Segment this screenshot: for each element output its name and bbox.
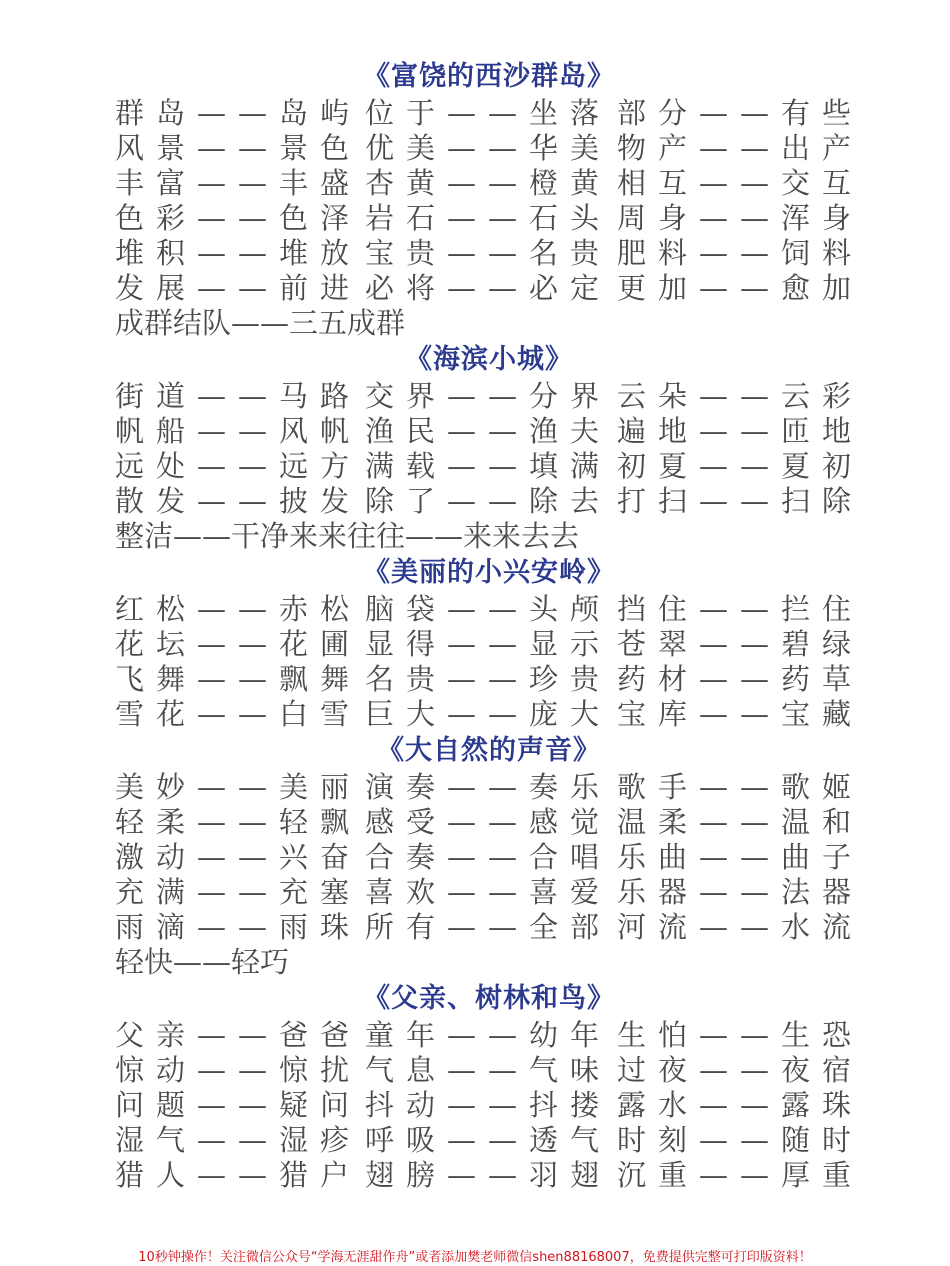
synonym-row — [0, 1088, 950, 1123]
synonym-pair: 交界——分界 — [365, 379, 612, 413]
synonym-row — [0, 1018, 950, 1053]
lesson-section — [0, 554, 950, 732]
synonym-row — [0, 662, 950, 697]
synonym-pair: 童年——幼年 — [365, 1018, 612, 1052]
synonym-pair: 优美——华美 — [365, 131, 612, 165]
lesson-section — [0, 732, 950, 980]
synonym-pair: 抖动——抖搂 — [365, 1088, 612, 1122]
synonym-pair: 肥料——饲料 — [617, 236, 864, 270]
synonym-row — [0, 910, 950, 945]
synonym-row — [0, 271, 950, 306]
synonym-pair: 遍地——匝地 — [617, 414, 864, 448]
synonym-pair: 充满——充塞 — [115, 875, 362, 909]
synonym-pair: 岩石——石头 — [365, 201, 612, 235]
synonym-pair: 惊动——惊扰 — [115, 1053, 362, 1087]
synonym-pair: 名贵——珍贵 — [365, 662, 612, 696]
lesson-title: 《海滨小城》 — [405, 344, 573, 375]
synonym-pair: 物产——出产 — [617, 131, 864, 165]
synonym-pair: 温柔——温和 — [617, 805, 864, 839]
synonym-pair: 露水——露珠 — [617, 1088, 864, 1122]
lesson-title: 《富饶的西沙群岛》 — [363, 61, 615, 92]
synonym-pair: 脑袋——头颅 — [365, 592, 612, 626]
synonym-pair: 激动——兴奋 — [115, 840, 362, 874]
synonym-pair: 沉重——厚重 — [617, 1158, 864, 1192]
synonym-pair: 满载——填满 — [365, 449, 612, 483]
synonym-pair: 过夜——夜宿 — [617, 1053, 864, 1087]
synonym-pair: 相互——交互 — [617, 166, 864, 200]
synonym-pair: 雨滴——雨珠 — [115, 910, 362, 944]
synonym-pair: 生怕——生恐 — [617, 1018, 864, 1052]
synonym-pair: 群岛——岛屿 — [115, 96, 362, 130]
synonym-pair: 演奏——奏乐 — [365, 770, 612, 804]
synonym-pair: 花坛——花圃 — [115, 627, 362, 661]
synonym-pair: 喜欢——喜爱 — [365, 875, 612, 909]
synonym-pair: 宝贵——名贵 — [365, 236, 612, 270]
synonym-pair: 远处——远方 — [115, 449, 362, 483]
synonym-pair: 湿气——湿疹 — [115, 1123, 362, 1157]
synonym-pair: 美妙——美丽 — [115, 770, 362, 804]
synonym-row — [0, 1123, 950, 1158]
synonym-pair: 河流——水流 — [617, 910, 864, 944]
synonym-row — [0, 201, 950, 236]
synonym-pair-extra: 成群结队——三五成群 — [115, 306, 406, 340]
synonym-pair: 必将——必定 — [365, 271, 612, 305]
synonym-pair: 歌手——歌姬 — [617, 770, 864, 804]
synonym-pair: 飞舞——飘舞 — [115, 662, 362, 696]
synonym-row — [0, 131, 950, 166]
synonym-row — [0, 449, 950, 484]
synonym-pair: 位于——坐落 — [365, 96, 612, 130]
synonym-pair: 周身——浑身 — [617, 201, 864, 235]
synonym-pair: 渔民——渔夫 — [365, 414, 612, 448]
synonym-pair: 红松——赤松 — [115, 592, 362, 626]
synonym-pair: 宝库——宝藏 — [617, 697, 864, 731]
synonym-row — [0, 840, 950, 875]
synonym-extra-row — [0, 945, 950, 980]
synonym-pair: 散发——披发 — [115, 484, 362, 518]
lesson-section — [0, 58, 950, 341]
synonym-row — [0, 1158, 950, 1193]
synonym-pair: 杏黄——橙黄 — [365, 166, 612, 200]
synonym-row — [0, 875, 950, 910]
lesson-section — [0, 341, 950, 554]
synonym-pair: 街道——马路 — [115, 379, 362, 413]
synonym-pair: 挡住——拦住 — [617, 592, 864, 626]
synonym-pair: 猎人——猎户 — [115, 1158, 362, 1192]
synonym-pair: 色彩——色泽 — [115, 201, 362, 235]
synonym-pair-extra: 轻快——轻巧 — [115, 945, 290, 979]
synonym-pair: 翅膀——羽翅 — [365, 1158, 612, 1192]
synonym-pair: 堆积——堆放 — [115, 236, 362, 270]
synonym-pair: 打扫——扫除 — [617, 484, 864, 518]
synonym-pair: 丰富——丰盛 — [115, 166, 362, 200]
synonym-row — [0, 697, 950, 732]
synonym-row — [0, 96, 950, 131]
synonym-pair: 合奏——合唱 — [365, 840, 612, 874]
word-list — [0, 58, 950, 1193]
lesson-section — [0, 980, 950, 1193]
synonym-pair: 帆船——风帆 — [115, 414, 362, 448]
synonym-pair: 气息——气味 — [365, 1053, 612, 1087]
synonym-pair: 巨大——庞大 — [365, 697, 612, 731]
lesson-title: 《大自然的声音》 — [377, 735, 601, 766]
synonym-extra-row — [0, 306, 950, 341]
synonym-row — [0, 770, 950, 805]
synonym-pair: 显得——显示 — [365, 627, 612, 661]
synonym-pair: 呼吸——透气 — [365, 1123, 612, 1157]
synonym-pair: 轻柔——轻飘 — [115, 805, 362, 839]
synonym-pair: 乐器——法器 — [617, 875, 864, 909]
synonym-pair: 感受——感觉 — [365, 805, 612, 839]
lesson-title: 《父亲、树林和鸟》 — [363, 983, 615, 1014]
synonym-row — [0, 484, 950, 519]
synonym-pair: 所有——全部 — [365, 910, 612, 944]
synonym-pair: 云朵——云彩 — [617, 379, 864, 413]
synonym-row — [0, 236, 950, 271]
synonym-pair: 除了——除去 — [365, 484, 612, 518]
synonym-pair: 初夏——夏初 — [617, 449, 864, 483]
synonym-pair: 更加——愈加 — [617, 271, 864, 305]
synonym-pair: 父亲——爸爸 — [115, 1018, 362, 1052]
synonym-pair: 问题——疑问 — [115, 1088, 362, 1122]
promo-footer: 10秒钟操作！关注微信公众号“学海无涯甜作舟”或者添加樊老师微信shen88168007，免费提供完整可打印版资料！ — [138, 1250, 812, 1265]
synonym-row — [0, 805, 950, 840]
synonym-pair: 苍翠——碧绿 — [617, 627, 864, 661]
synonym-row — [0, 592, 950, 627]
synonym-pair: 发展——前进 — [115, 271, 362, 305]
synonym-row — [0, 379, 950, 414]
synonym-row — [0, 166, 950, 201]
synonym-pair: 时刻——随时 — [617, 1123, 864, 1157]
lesson-title: 《美丽的小兴安岭》 — [363, 557, 615, 588]
synonym-pair: 乐曲——曲子 — [617, 840, 864, 874]
synonym-row — [0, 1053, 950, 1088]
synonym-pair-extra: 整洁——干净来来往往——来来去去 — [115, 519, 580, 553]
synonym-pair: 雪花——白雪 — [115, 697, 362, 731]
synonym-row — [0, 627, 950, 662]
synonym-row — [0, 414, 950, 449]
synonym-extra-row — [0, 519, 950, 554]
synonym-pair: 风景——景色 — [115, 131, 362, 165]
synonym-pair: 部分——有些 — [617, 96, 864, 130]
synonym-pair: 药材——药草 — [617, 662, 864, 696]
